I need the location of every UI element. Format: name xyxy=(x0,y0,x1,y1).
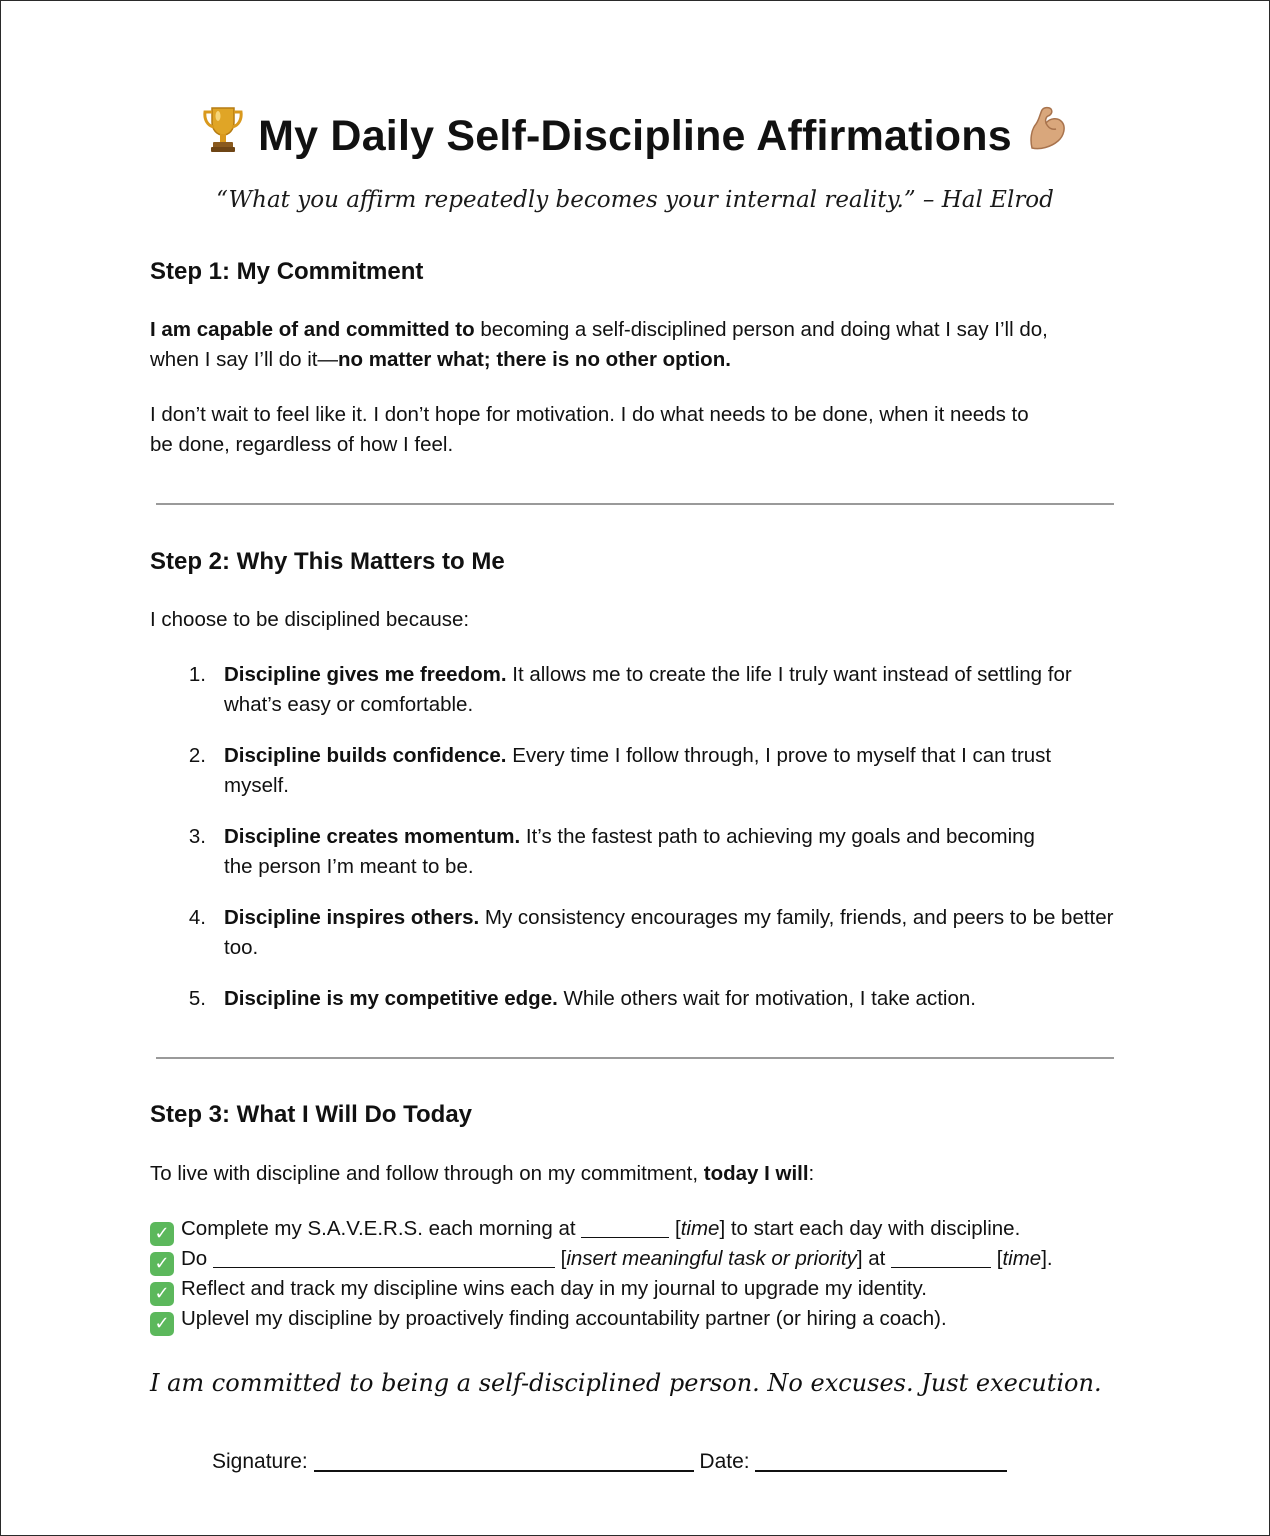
step1-p1-bold-end: no matter what; there is no other option. xyxy=(338,348,731,371)
task-blank[interactable] xyxy=(213,1248,555,1268)
step3-heading: Step 3: What I Will Do Today xyxy=(150,1101,473,1128)
list-item-number: 5. xyxy=(188,987,206,1010)
signature-label: Signature: xyxy=(212,1450,308,1473)
check-mark-icon: ✓ xyxy=(150,1282,174,1306)
checklist-item-savers xyxy=(150,1214,1150,1246)
step2-heading: Step 2: Why This Matters to Me xyxy=(150,548,505,575)
bracket-open: [ xyxy=(996,1247,1003,1270)
list-item xyxy=(224,822,1044,882)
signature-line[interactable] xyxy=(314,1450,694,1472)
list-item-text: My consistency encourages my family, friends, and peers to be better too. xyxy=(224,906,1114,959)
step3-intro xyxy=(150,1159,1110,1189)
divider-2 xyxy=(156,1057,1114,1059)
check-mark-icon: ✓ xyxy=(150,1222,174,1246)
step1-paragraph-1 xyxy=(150,315,1050,375)
date-label: Date: xyxy=(699,1450,750,1473)
checklist-text: Complete my S.A.V.E.R.S. each morning at xyxy=(181,1217,582,1240)
list-item-text: It’s the fastest path to achieving my goals and becoming the person I’m meant to be. xyxy=(224,825,1035,878)
step3-intro-start: To live with discipline and follow through on my commitment, xyxy=(150,1162,704,1185)
bracket-open: [ xyxy=(560,1247,567,1270)
title-text: My Daily Self-Discipline Affirmations xyxy=(258,112,1012,160)
time-blank[interactable] xyxy=(891,1248,991,1268)
step2-intro: I choose to be disciplined because: xyxy=(150,608,470,631)
checklist-item-uplevel xyxy=(150,1304,1150,1336)
checklist-item-reflect xyxy=(150,1274,1150,1306)
step3-intro-bold: today I will xyxy=(703,1162,809,1185)
checklist-text: Reflect and track my discipline wins each day in my journal to upgrade my identity. xyxy=(181,1277,927,1300)
list-item-bold: Discipline is my competitive edge. xyxy=(224,987,558,1010)
list-item-bold: Discipline inspires others. xyxy=(224,906,480,929)
list-item xyxy=(224,660,1084,720)
list-item-text: It allows me to create the life I truly want instead of settling for what’s easy or comfortable. xyxy=(224,663,1072,716)
list-item-bold: Discipline gives me freedom. xyxy=(224,663,507,686)
step1-heading: Step 1: My Commitment xyxy=(150,258,424,285)
list-item-number: 1. xyxy=(188,663,206,686)
checklist-text: Do xyxy=(181,1247,213,1270)
list-item-text: Every time I follow through, I prove to myself that I can trust myself. xyxy=(224,744,1052,797)
list-item-number: 2. xyxy=(188,744,206,767)
placeholder-time: time xyxy=(1002,1247,1042,1270)
list-item-number: 4. xyxy=(188,906,206,929)
divider-1 xyxy=(156,503,1114,505)
quote: “What you affirm repeatedly becomes your internal reality.” – Hal Elrod xyxy=(216,187,1054,213)
placeholder-time: time xyxy=(680,1217,720,1240)
list-item xyxy=(224,741,1104,801)
list-item xyxy=(224,984,1124,1014)
closing-statement: I am committed to being a self-disciplined person. No excuses. Just execution. xyxy=(150,1369,1102,1397)
step1-p1-bold-start: I am capable of and committed to xyxy=(150,318,475,341)
checklist-text: Uplevel my discipline by proactively finding accountability partner (or hiring a coach). xyxy=(181,1307,947,1330)
list-item-bold: Discipline creates momentum. xyxy=(224,825,521,848)
date-line[interactable] xyxy=(755,1450,1007,1472)
step3-intro-end: : xyxy=(808,1162,815,1185)
page-title xyxy=(0,104,1270,169)
signature-row xyxy=(212,1447,1072,1477)
checklist-text-end: ]. xyxy=(1041,1247,1053,1270)
flexed-bicep-icon xyxy=(1024,104,1070,169)
list-item-text: While others wait for motivation, I take action. xyxy=(557,987,976,1010)
placeholder-task: insert meaningful task or priority xyxy=(566,1247,857,1270)
list-item-number: 3. xyxy=(188,825,206,848)
time-blank[interactable] xyxy=(581,1218,669,1238)
bracket-open: [ xyxy=(675,1217,681,1240)
step1-paragraph-2: I don’t wait to feel like it. I don’t hope for motivation. I do what needs to be done, when it needs to be done, regardless of how I feel. xyxy=(150,403,1029,456)
check-mark-icon: ✓ xyxy=(150,1252,174,1276)
check-mark-icon: ✓ xyxy=(150,1312,174,1336)
checklist-text-end: ] to start each day with discipline. xyxy=(719,1217,1021,1240)
step1-p1-middle: becoming a self-disciplined person and doing what I say I’ll do, when I say I’ll do it— xyxy=(150,318,1048,371)
checklist-text-mid: ] at xyxy=(856,1247,892,1270)
list-item xyxy=(224,903,1124,963)
trophy-icon xyxy=(200,104,246,169)
checklist-item-task xyxy=(150,1244,1150,1276)
list-item-bold: Discipline builds confidence. xyxy=(224,744,507,767)
